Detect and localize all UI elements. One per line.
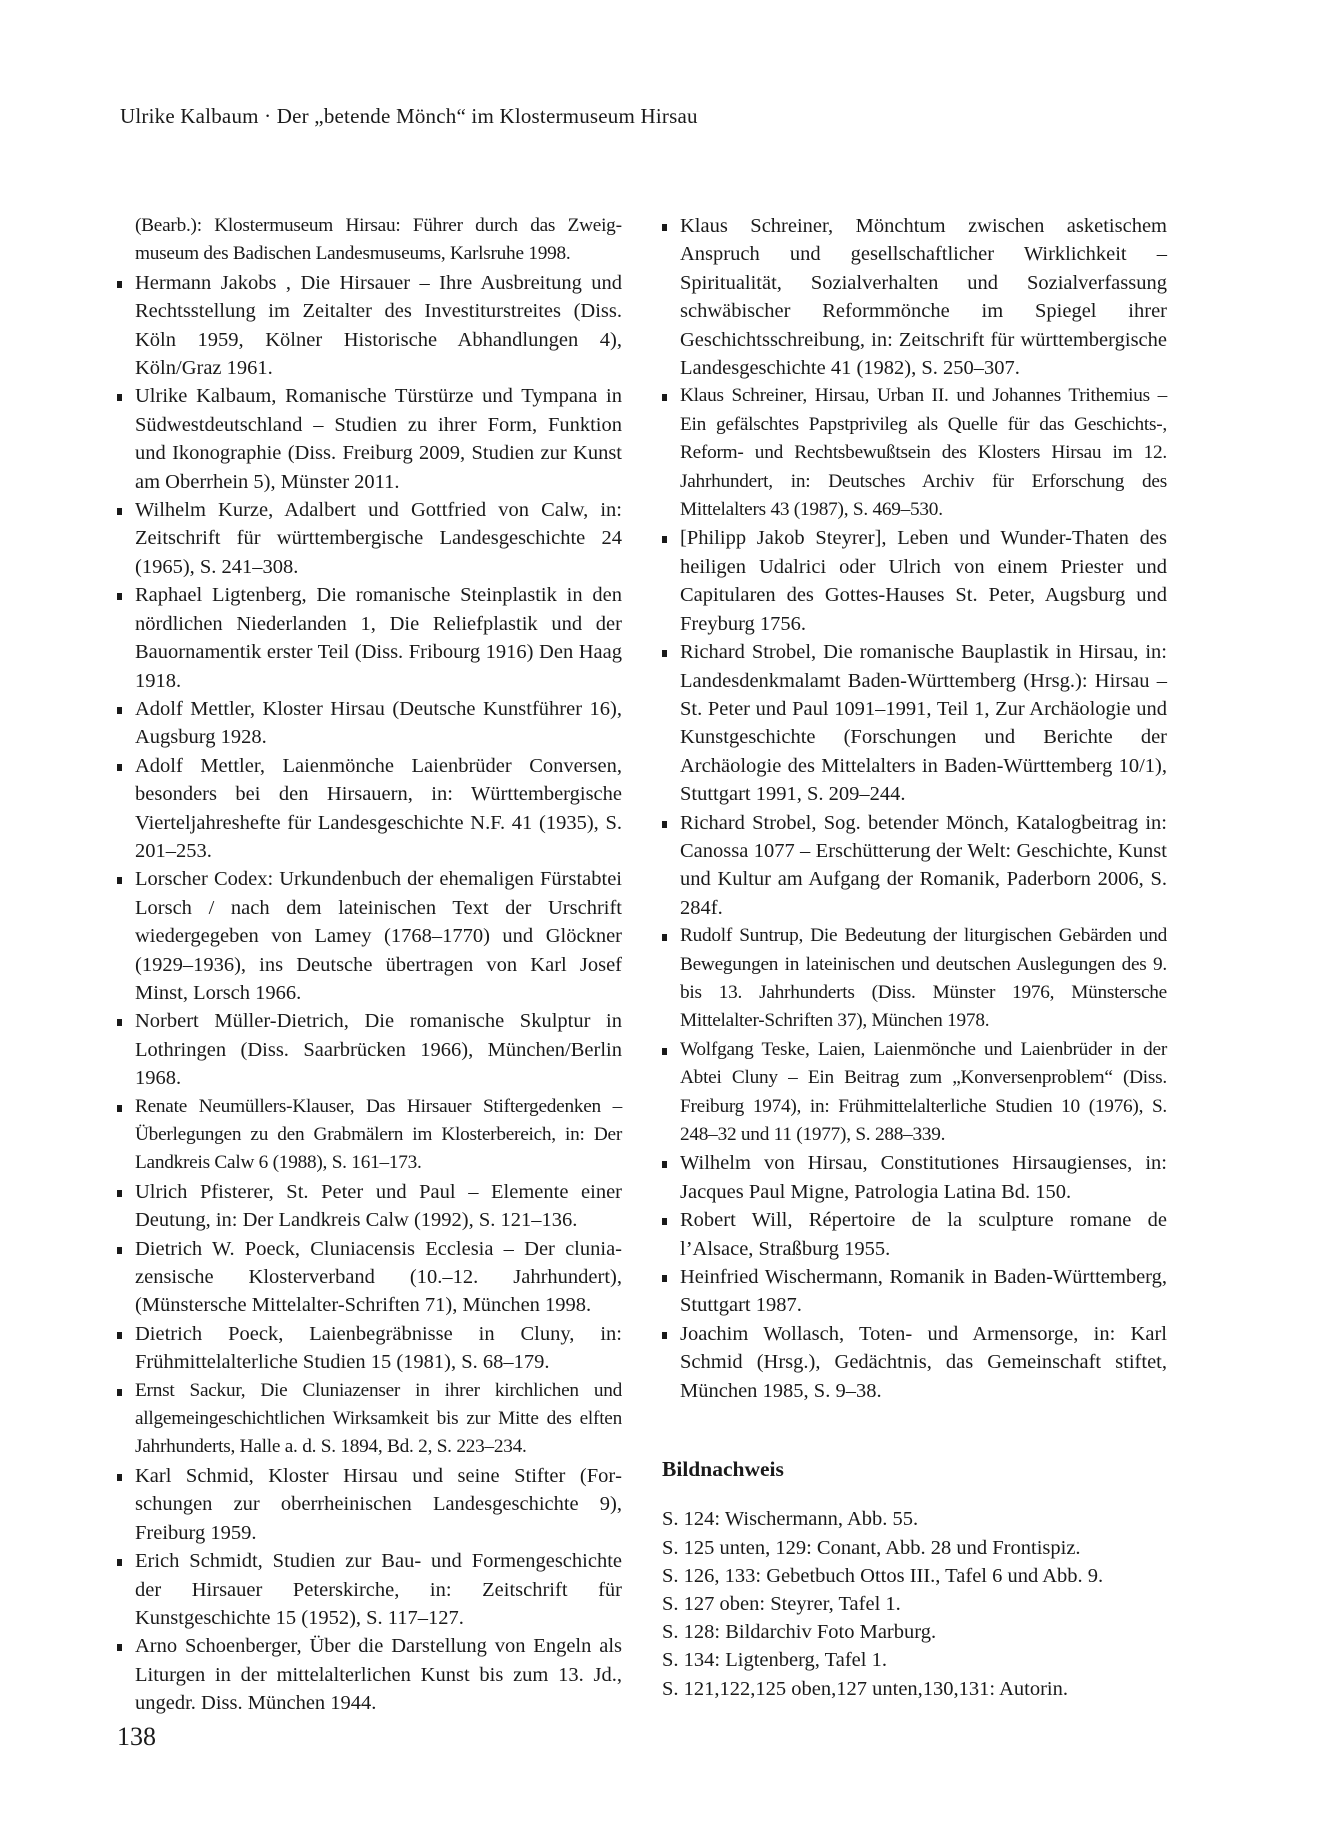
picture-credit-line: S. 128: Bildarchiv Foto Marburg. — [662, 1621, 937, 1644]
bibliography-entry — [662, 1149, 1167, 1206]
entry-text: Wilhelm von Hirsau, Constitutiones Hirsaugienses, in: Jacques Paul Migne, Patrologia Latina Bd. 150. — [680, 1152, 1167, 1203]
entry-text: Karl Schmid, Kloster Hirsau und seine Stifter (Forschungen zur oberrheinischen Landesgeschichte 9), Freiburg 1959. — [135, 1464, 622, 1544]
bibliography-entry — [117, 1235, 622, 1320]
picture-credit-line: S. 126, 133: Gebetbuch Ottos III., Tafel 6 und Abb. 9. — [662, 1564, 1104, 1587]
bullet-icon — [662, 536, 667, 543]
entry-text: Renate Neumüllers-Klauser, Das Hirsauer Stiftergedenken – Überlegungen zu den Grabmälern im Klosterbereich, in: Der Landkreis Calw 6 (1988), S. 161–173. — [135, 1095, 622, 1174]
picture-credit-line: S. 124: Wischermann, Abb. 55. — [662, 1508, 919, 1531]
bibliography-entry — [117, 382, 622, 496]
bullet-icon — [117, 1019, 122, 1026]
bullet-icon — [117, 394, 122, 401]
entry-text: Klaus Schreiner, Mönchtum zwischen asketischem Anspruch und gesellschaftlicher Wirklichkeit – Spiritualität, Sozialverhalten und Sozialverfassung schwäbischer Reformmönche im Spiegel ihrer Geschichtsschreibung, in: Zeitschrift für württembergische Landesgeschichte 41 (1982), S. 250–307. — [680, 215, 1167, 380]
bibliography-entry — [117, 1547, 622, 1632]
entry-text: Adolf Mettler, Laienmönche Laienbrüder Conversen, besonders bei den Hirsauern, in: Württembergische Vierteljahreshefte für Landesgeschichte N.F. 41 (1935), S. 201–253. — [135, 754, 622, 862]
bibliography-entry — [662, 1036, 1167, 1150]
bullet-icon — [117, 1105, 122, 1112]
picture-credit-line: S. 134: Ligtenberg, Tafel 1. — [662, 1649, 887, 1672]
entry-text: Richard Strobel, Sog. betender Mönch, Katalogbeitrag in: Canossa 1077 – Erschütterung der Welt: Geschichte, Kunst und Kultur am Aufgang der Romanik, Paderborn 2006, S. 284f. — [680, 811, 1167, 919]
bibliography-entry — [662, 1320, 1167, 1405]
bullet-icon — [117, 508, 122, 515]
bullet-icon — [117, 593, 122, 600]
entry-text: Erich Schmidt, Studien zur Bau- und Formengeschichte der Hirsauer Peterskirche, in: Zeitschrift für Kunstgeschichte 15 (1952), S. 117–127. — [135, 1550, 622, 1629]
bibliography-entry — [117, 1093, 622, 1178]
bibliography-entry — [117, 1462, 622, 1547]
entry-text: Hermann Jakobs , Die Hirsauer – Ihre Ausbreitung und Rechtsstellung im Zeitalter des Investiturstreites (Diss. Köln 1959, Kölner Historische Abhandlungen 4), Köln/Graz 1961. — [135, 271, 622, 380]
bibliography-entry — [117, 1178, 622, 1235]
picture-credit-line: S. 125 unten, 129: Conant, Abb. 28 und Frontispiz. — [662, 1536, 1081, 1559]
bibliography-left-column — [117, 212, 622, 1718]
bullet-icon — [662, 1161, 667, 1168]
bullet-icon — [117, 1247, 122, 1254]
bibliography-entry — [117, 752, 622, 866]
bullet-icon — [662, 934, 667, 941]
bullet-icon — [662, 821, 667, 828]
bibliography-entry — [117, 1007, 622, 1092]
bibliography-entry — [662, 524, 1167, 638]
entry-text: Wilhelm Kurze, Adalbert und Gottfried von Calw, in: Zeitschrift für württembergische Landesgeschichte 24 (1965), S. 241–308. — [135, 499, 622, 578]
bibliography-entry — [117, 865, 622, 1007]
bibliography-entry — [117, 695, 622, 752]
entry-text: Norbert Müller-Dietrich, Die romanische Skulptur in Lothringen (Diss. Saarbrücken 1966), München/Berlin 1968. — [135, 1010, 622, 1090]
bibliography-entry — [117, 1632, 622, 1717]
bullet-icon — [662, 650, 667, 657]
bullet-icon — [662, 1332, 667, 1339]
bibliography-entry — [662, 1263, 1167, 1320]
entry-text: Richard Strobel, Die romanische Bauplastik in Hirsau, in: Landesdenkmalamt Baden-Württemberg (Hrsg.): Hirsau – St. Peter und Paul 1091–1991, Teil 1, Zur Archäologie und Kunstgeschichte (Forschungen und Berichte der Archäologie des Mittelalters in Baden-Württemberg 10/1), Stuttgart 1991, S. 209–244. — [680, 641, 1167, 806]
entry-text: Lorscher Codex: Urkundenbuch der ehemaligen Fürstabtei Lorsch / nach dem lateinischen Text der Urschrift wiedergegeben von Lamey (1768–1770) und Glöckner (1929–1936), ins Deutsche übertragen von Karl Josef Minst, Lorsch 1966. — [135, 868, 622, 1004]
picture-credit-line: S. 127 oben: Steyrer, Tafel 1. — [662, 1593, 901, 1616]
bullet-icon — [662, 1218, 667, 1225]
bullet-icon — [117, 877, 122, 884]
bullet-icon — [117, 1559, 122, 1566]
bibliography-entry — [117, 269, 622, 383]
entry-text: Adolf Mettler, Kloster Hirsau (Deutsche Kunstführer 16), Augsburg 1928. — [135, 697, 622, 749]
bullet-icon — [662, 1275, 667, 1282]
bibliography-entry — [662, 212, 1167, 382]
picture-credit-line: S. 121,122,125 oben,127 unten,130,131: Autorin. — [662, 1677, 1069, 1700]
bullet-icon — [117, 1644, 122, 1651]
entry-text: Arno Schoenberger, Über die Darstellung von Engeln als Liturgen in der mittelalterlichen Kunst bis zum 13. Jd., ungedr. Diss. München 1944. — [135, 1635, 622, 1715]
bullet-icon — [117, 707, 122, 714]
entry-text: Ulrike Kalbaum, Romanische Türstürze und Tympana in Südwestdeutschland – Studien zu ihrer Form, Funktion und Ikonographie (Diss. Freiburg 2009, Studien zur Kunst am Oberrhein 5), Münster 2011. — [135, 385, 622, 493]
bibliography-entry — [117, 212, 622, 269]
entry-text: Rudolf Suntrup, Die Bedeutung der liturgischen Gebärden und Bewegungen in lateinischen und deutschen Auslegungen des 9. bis 13. Jahrhunderts (Diss. Münster 1976, Münstersche Mittelalter-Schriften 37), München 1978. — [680, 925, 1167, 1032]
bibliography-entry — [662, 382, 1167, 524]
bullet-icon — [662, 1048, 667, 1055]
entry-text: (Bearb.): Klostermuseum Hirsau: Führer durch das Zweigmuseum des Badischen Landesmuseums, Karlsruhe 1998. — [135, 215, 622, 265]
entry-text: Dietrich Poeck, Laienbegräbnisse in Cluny, in: Frühmittelalterliche Studien 15 (1981), S. 68–179. — [135, 1322, 622, 1374]
bibliography-entry — [117, 1377, 622, 1462]
bibliography-entry — [662, 809, 1167, 923]
bullet-icon — [117, 764, 122, 771]
bibliography-entry — [662, 922, 1167, 1036]
entry-text: Dietrich W. Poeck, Cluniacensis Ecclesia – Der cluniazensische Klosterverband (10.–12. Jahrhundert), (Münstersche Mittelalter-Schriften 71), München 1998. — [135, 1237, 622, 1317]
running-title: Ulrike Kalbaum · Der „betende Mönch“ im Klostermuseum Hirsau — [120, 104, 698, 128]
picture-credits-heading: Bildnachweis — [662, 1457, 784, 1482]
bullet-icon — [662, 394, 667, 401]
bullet-icon — [117, 1474, 122, 1481]
bibliography-right-column — [662, 212, 1167, 1703]
entry-text: Ulrich Pfisterer, St. Peter und Paul – Elemente einer Deutung, in: Der Landkreis Calw (1992), S. 121–136. — [135, 1180, 622, 1232]
bullet-icon — [662, 224, 667, 231]
entry-text: Heinfried Wischermann, Romanik in Baden-Württemberg, Stuttgart 1987. — [680, 1266, 1167, 1317]
entry-text: Ernst Sackur, Die Cluniazenser in ihrer kirchlichen und allgemeingeschichtlichen Wirksamkeit bis zur Mitte des elften Jahrhunderts, Halle a. d. S. 1894, Bd. 2, S. 223–234. — [135, 1379, 622, 1458]
bibliography-entry — [117, 1320, 622, 1377]
entry-text: Joachim Wollasch, Toten- und Armensorge, in: Karl Schmid (Hrsg.), Gedächtnis, das Gemeinschaft stiftet, München 1985, S. 9–38. — [680, 1322, 1167, 1402]
bibliography-entry — [662, 1206, 1167, 1263]
bullet-icon — [117, 1190, 122, 1197]
entry-text: Robert Will, Répertoire de la sculpture romane de l’Alsace, Straßburg 1955. — [680, 1209, 1167, 1260]
entry-text: Wolfgang Teske, Laien, Laienmönche und Laienbrüder in der Abtei Cluny – Ein Beitrag zum „Konversenproblem“ (Diss. Freiburg 1974), in: Frühmittelalterliche Studien 10 (1976), S. 248–32 und 11 (1977), S. 288–339. — [680, 1038, 1167, 1145]
bibliography-entry — [117, 581, 622, 695]
entry-text: [Philipp Jakob Steyrer], Leben und Wunder-Thaten des heiligen Udalrici oder Ulrich von einem Priester und Capitularen des Gottes-Hauses St. Peter, Augsburg und Freyburg 1756. — [680, 527, 1167, 635]
entry-text: Raphael Ligtenberg, Die romanische Steinplastik in den nördlichen Niederlanden 1, Die Reliefplastik und der Bauornamentik erster Teil (Diss. Fribourg 1916) Den Haag 1918. — [135, 584, 622, 692]
bibliography-entry — [662, 638, 1167, 808]
bullet-icon — [117, 1389, 122, 1396]
bibliography-entry — [117, 496, 622, 581]
page-number: 138 — [117, 1722, 156, 1751]
bullet-icon — [117, 281, 122, 288]
picture-credits-list — [662, 1505, 1167, 1702]
entry-text: Klaus Schreiner, Hirsau, Urban II. und Johannes Trithemius – Ein gefälschtes Papstprivileg als Quelle für das Geschichts-, Reform- und Rechtsbewußtsein des Klosters Hirsau im 12. Jahrhundert, in: Deutsches Archiv für Erforschung des Mittelalters 43 (1987), S. 469–530. — [680, 385, 1167, 521]
bullet-icon — [117, 1332, 122, 1339]
